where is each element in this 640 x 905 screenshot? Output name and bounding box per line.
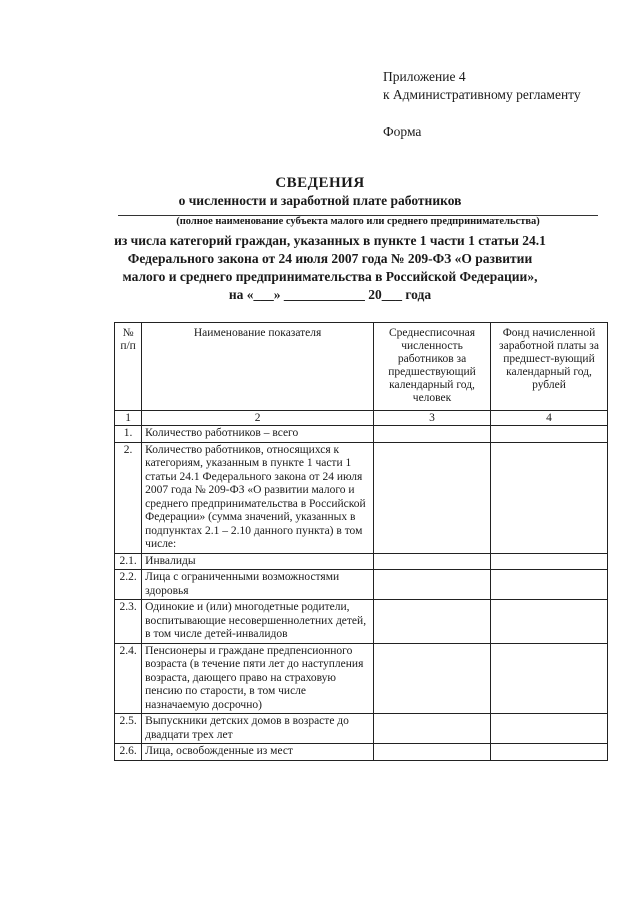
row-indicator: Инвалиды bbox=[142, 553, 374, 570]
form-label: Форма bbox=[383, 124, 422, 139]
row-indicator: Одинокие и (или) многодетные родители, воспитывающие несовершеннолетних детей, в том числе детей-инвалидов bbox=[142, 600, 374, 644]
table-row bbox=[115, 426, 608, 443]
row-number: 1. bbox=[115, 426, 142, 443]
row-headcount-cell[interactable] bbox=[374, 553, 491, 570]
row-number: 2.5. bbox=[115, 714, 142, 744]
appendix-line-1: Приложение 4 bbox=[383, 69, 466, 84]
table-row bbox=[115, 570, 608, 600]
table-row bbox=[115, 553, 608, 570]
row-headcount-cell[interactable] bbox=[374, 600, 491, 644]
appendix-line-2: к Административному регламенту bbox=[383, 87, 581, 102]
table-row bbox=[115, 744, 608, 761]
row-number: 2.4. bbox=[115, 643, 142, 714]
row-number: 2.3. bbox=[115, 600, 142, 644]
row-payroll-cell[interactable] bbox=[491, 442, 608, 553]
row-payroll-cell[interactable] bbox=[491, 570, 608, 600]
row-indicator: Выпускники детских домов в возрасте до двадцати трех лет bbox=[142, 714, 374, 744]
row-payroll-cell[interactable] bbox=[491, 426, 608, 443]
row-payroll-cell[interactable] bbox=[491, 600, 608, 644]
table-header-row bbox=[115, 323, 608, 411]
data-table bbox=[114, 322, 608, 761]
column-number-row bbox=[115, 411, 608, 426]
heading-line: на «___» ____________ 20___ года bbox=[228, 287, 432, 302]
row-headcount-cell[interactable] bbox=[374, 426, 491, 443]
appendix-block bbox=[383, 68, 633, 104]
column-number: 2 bbox=[142, 411, 374, 426]
row-headcount-cell[interactable] bbox=[374, 570, 491, 600]
heading-line: из числа категорий граждан, указанных в пункте 1 части 1 статьи 24.1 bbox=[114, 233, 546, 248]
row-indicator: Количество работников – всего bbox=[142, 426, 374, 443]
row-indicator: Лица, освобожденные из мест bbox=[142, 744, 374, 761]
row-payroll-cell[interactable] bbox=[491, 714, 608, 744]
column-number: 3 bbox=[374, 411, 491, 426]
fill-in-hint: (полное наименование субъекта малого или среднего предпринимательства) bbox=[176, 216, 540, 227]
row-headcount-cell[interactable] bbox=[374, 643, 491, 714]
row-payroll-cell[interactable] bbox=[491, 643, 608, 714]
row-payroll-cell[interactable] bbox=[491, 553, 608, 570]
row-indicator: Количество работников, относящихся к категориям, указанным в пункте 1 части 1 статьи 24.1 Федерального закона от 24 июля 2007 года № 209-ФЗ «О развитии малого и среднего предпринимательства в Российской Федерации» (сумма значений, указанных в подпунктах 2.1 – 2.10 данного пункта) в том числе: bbox=[142, 442, 374, 553]
row-number: 2. bbox=[115, 442, 142, 553]
table-row bbox=[115, 643, 608, 714]
table-row bbox=[115, 442, 608, 553]
heading-line: Федерального закона от 24 июля 2007 года № 209-ФЗ «О развитии bbox=[127, 251, 533, 266]
row-number: 2.6. bbox=[115, 744, 142, 761]
column-number: 1 bbox=[115, 411, 142, 426]
table-row bbox=[115, 600, 608, 644]
column-number: 4 bbox=[491, 411, 608, 426]
table-row bbox=[115, 714, 608, 744]
row-number: 2.1. bbox=[115, 553, 142, 570]
heading-bold-block bbox=[60, 232, 600, 304]
row-headcount-cell[interactable] bbox=[374, 442, 491, 553]
header-avg-headcount: Среднесписочная численность работников за предшествующий календарный год, человек bbox=[374, 323, 491, 411]
document-title: СВЕДЕНИЯ bbox=[275, 175, 365, 191]
row-indicator: Лица с ограниченными возможностями здоровья bbox=[142, 570, 374, 600]
row-number: 2.2. bbox=[115, 570, 142, 600]
row-headcount-cell[interactable] bbox=[374, 714, 491, 744]
row-payroll-cell[interactable] bbox=[491, 744, 608, 761]
header-number: № п/п bbox=[115, 323, 142, 411]
row-indicator: Пенсионеры и граждане предпенсионного возраста (в течение пяти лет до наступления возраста, дающего право на страховую пенсию по старости, в том числе назначаемую досрочно) bbox=[142, 643, 374, 714]
header-payroll-fund: Фонд начисленной заработной платы за предшест-вующий календарный год, рублей bbox=[491, 323, 608, 411]
header-indicator-name: Наименование показателя bbox=[142, 323, 374, 411]
heading-line: малого и среднего предпринимательства в Российской Федерации», bbox=[122, 269, 538, 284]
document-subtitle: о численности и заработной плате работников bbox=[178, 193, 462, 208]
row-headcount-cell[interactable] bbox=[374, 744, 491, 761]
